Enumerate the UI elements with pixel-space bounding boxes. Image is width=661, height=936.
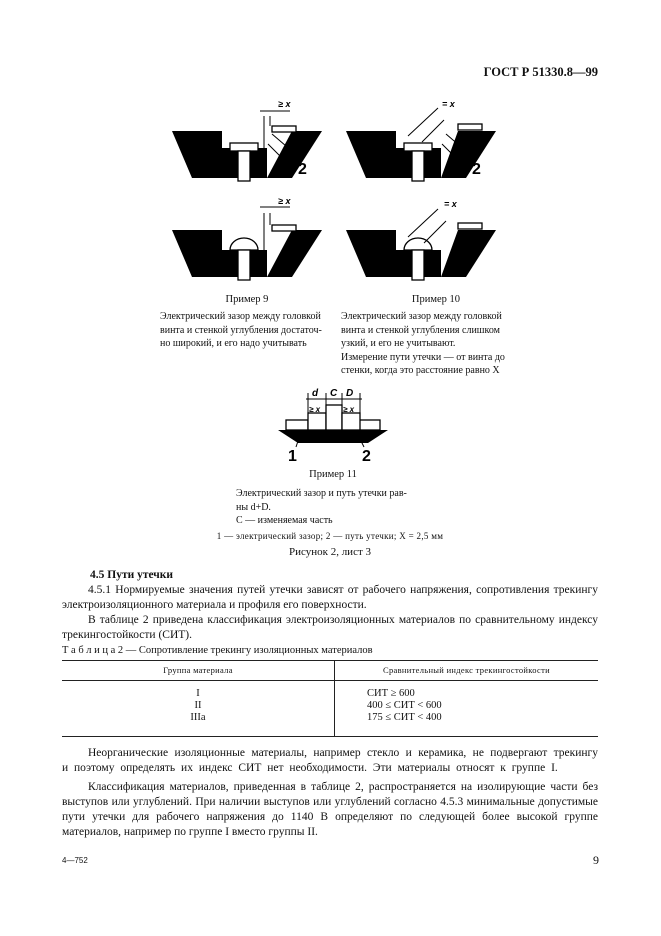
example9-caption: Пример 9 [225, 294, 269, 305]
label-1: 1 [280, 161, 289, 178]
table-row [62, 700, 598, 712]
table-header-cti: Сравнительный индекс трекингостойкости [335, 661, 599, 681]
figure-legend: 1 — электрический зазор; 2 — путь утечки; X = 2,5 мм [216, 531, 444, 541]
table2-title: Т а б л и ц а 2 — Сопротивление трекингу изоляционных материалов [62, 645, 373, 656]
example9-description [160, 310, 330, 351]
paragraph-classification: Классификация материалов, приведенная в таблице 2, распространяется на изолирующие части без выступов или углублений. При наличии выступов или углублений согласно 4.5.3 минимальные допустимые пути утечки для рабочего напряжения до 1140 В определяют по следующей более высокой группе материалов, например по группе I вместо группы II. [62, 781, 598, 838]
section-title: 4.5 Пути утечки [90, 569, 174, 581]
example11-caption: Пример 11 [309, 469, 357, 480]
example9-line: Электрический зазор между головкой [160, 311, 321, 322]
table-cell-group: I [62, 681, 335, 701]
section-body-2 [62, 746, 598, 840]
table-cell-group: II [62, 700, 335, 712]
dim-ge-x-label: ≥ x [343, 405, 355, 414]
example10-caption: Пример 10 [411, 294, 461, 305]
table-cell-cti: 175 ≤ СИТ < 400 [335, 712, 599, 737]
figure-example10-top [346, 96, 496, 188]
label-c: C [330, 388, 338, 399]
figure-example11 [278, 385, 388, 465]
label-D: D [346, 388, 354, 399]
footer-code: 4—752 [62, 856, 88, 865]
figure-example9-top [172, 96, 322, 188]
table-cell-cti: СИТ ≥ 600 [367, 688, 415, 699]
example11-line: C — изменяемая часть [236, 515, 333, 526]
paragraph-451: 4.5.1 Нормируемые значения путей утечки зависят от рабочего напряжения, сопротивления трекингу электроизоляционного материала и профиля его поверхности. [62, 584, 598, 611]
example10-description [341, 310, 531, 378]
example10-line: стенки, когда это расстояние равно X [341, 365, 500, 376]
dim-ge-x-label: ≥ x [309, 405, 321, 414]
dim-eq-x-label: = x [444, 199, 457, 209]
table-header-row [62, 661, 598, 681]
table-cell-cti: 400 ≤ СИТ < 600 [367, 700, 442, 711]
example10-line: Электрический зазор между головкой [341, 311, 502, 322]
label-2: 2 [472, 161, 481, 178]
figure-caption: Рисунок 2, лист 3 [288, 546, 372, 558]
example10-line: Измерение пути утечки — от винта до [341, 351, 505, 363]
label-1: 1 [454, 161, 463, 178]
section-body-1 [62, 583, 598, 643]
dim-eq-x-label: = x [442, 99, 455, 109]
table-cell-group: IIIa [62, 712, 335, 737]
figure-example10-bottom [346, 195, 496, 287]
figure-example9-bottom [172, 195, 322, 287]
example11-line: Электрический зазор и путь утечки рав- [236, 488, 407, 499]
example10-line: винта и стенкой углубления слишком [341, 324, 500, 336]
page-number: 9 [593, 853, 599, 867]
document-header: ГОСТ Р 51330.8—99 [483, 65, 598, 79]
table-row [62, 681, 598, 701]
paragraph-table-reference: В таблице 2 приведена классификация электроизоляционных материалов по сравнительному индексу трекингостойкости (СИТ). [62, 614, 598, 641]
label-d: d [312, 388, 319, 399]
dim-ge-x-label: ≥ x [278, 196, 291, 206]
label-2: 2 [362, 448, 371, 465]
paragraph-inorganic: Неорганические изоляционные материалы, например стекло и керамика, не подвергают трекингу и поэтому определять их индекс СИТ нет необходимости. Эти материалы относят к группе I. [62, 747, 598, 774]
example11-line: ны d+D. [236, 501, 271, 513]
label-1: 1 [288, 448, 297, 465]
table-row [62, 712, 598, 737]
table2 [62, 660, 598, 737]
example11-description [236, 487, 426, 528]
dim-ge-x-label: ≥ x [278, 99, 291, 109]
label-2: 2 [298, 161, 307, 178]
table-header-group: Группа материала [62, 661, 335, 681]
example9-line: винта и стенкой углубления достаточ- [160, 324, 322, 336]
example9-line: но широкий, и его надо учитывать [160, 338, 307, 349]
example10-line: узкий, и его не учитывают. [341, 338, 456, 349]
